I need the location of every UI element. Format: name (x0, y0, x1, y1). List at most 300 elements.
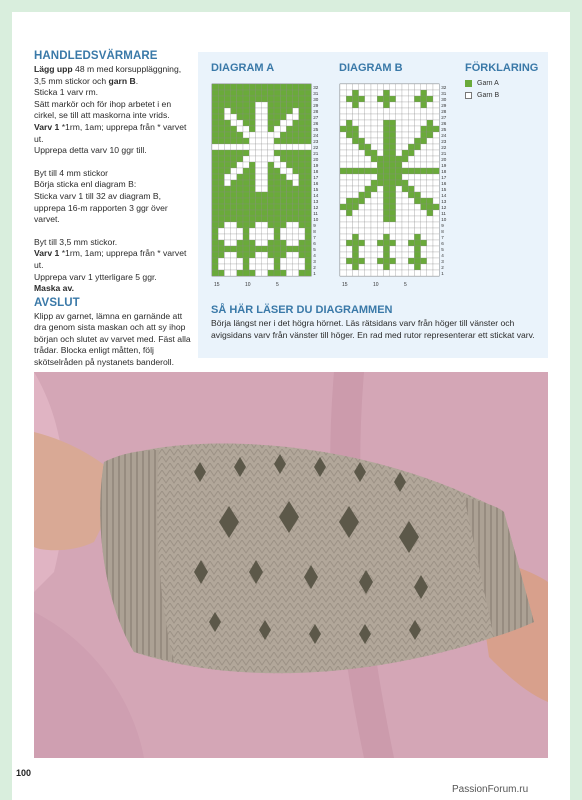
chart-cell (427, 222, 433, 228)
chart-cell (352, 96, 358, 102)
chart-cell (237, 270, 243, 276)
chart-cell (371, 168, 377, 174)
col-tick-label: 15 (214, 282, 220, 288)
chart-cell (212, 162, 218, 168)
chart-cell (243, 216, 249, 222)
swatch-white (465, 92, 472, 99)
chart-cell (359, 144, 365, 150)
chart-cell (340, 264, 346, 270)
chart-cell (414, 234, 420, 240)
chart-cell (346, 96, 352, 102)
chart-cell (243, 90, 249, 96)
chart-cell (305, 228, 311, 234)
chart-cell (377, 168, 383, 174)
chart-cell (231, 216, 237, 222)
chart-cell (402, 216, 408, 222)
chart-cell (383, 192, 389, 198)
chart-cell (293, 90, 299, 96)
chart-cell (352, 90, 358, 96)
chart-cell (231, 144, 237, 150)
chart-cell (414, 114, 420, 120)
chart-cell (293, 234, 299, 240)
chart-cell (293, 144, 299, 150)
chart-cell (212, 96, 218, 102)
chart-cell (414, 222, 420, 228)
chart-cell (243, 228, 249, 234)
chart-cell (390, 180, 396, 186)
chart-cell (402, 120, 408, 126)
chart-cell (408, 210, 414, 216)
chart-cell (346, 108, 352, 114)
chart-cell (212, 144, 218, 150)
chart-cell (365, 108, 371, 114)
chart-cell (212, 120, 218, 126)
chart-cell (237, 210, 243, 216)
chart-cell (340, 216, 346, 222)
col-tick-label: 10 (373, 282, 379, 288)
chart-cell (433, 138, 439, 144)
chart-cell (383, 108, 389, 114)
chart-cell (268, 234, 274, 240)
chart-cell (390, 138, 396, 144)
chart-cell (293, 102, 299, 108)
chart-cell (286, 246, 292, 252)
chart-cell (390, 102, 396, 108)
chart-cell (359, 162, 365, 168)
chart-cell (371, 108, 377, 114)
chart-cell (299, 228, 305, 234)
chart-cell (377, 240, 383, 246)
chart-cell (408, 204, 414, 210)
section-title-handledsvarmare: HANDLEDSVÄRMARE (34, 50, 158, 62)
chart-cell (286, 90, 292, 96)
chart-cell (255, 204, 261, 210)
chart-cell (218, 168, 224, 174)
chart-cell (390, 216, 396, 222)
chart-cell (243, 174, 249, 180)
chart-cell (359, 186, 365, 192)
chart-cell (231, 114, 237, 120)
chart-cell (249, 114, 255, 120)
chart-cell (249, 138, 255, 144)
chart-cell (433, 264, 439, 270)
chart-cell (212, 264, 218, 270)
chart-cell (274, 138, 280, 144)
legend (465, 80, 499, 104)
chart-cell (383, 252, 389, 258)
chart-cell (402, 150, 408, 156)
chart-cell (218, 246, 224, 252)
chart-cell (212, 138, 218, 144)
chart-cell (377, 246, 383, 252)
chart-cell (249, 204, 255, 210)
chart-cell (427, 258, 433, 264)
chart-cell (352, 264, 358, 270)
chart-cell (237, 204, 243, 210)
chart-cell (231, 150, 237, 156)
chart-cell (218, 144, 224, 150)
chart-cell (421, 246, 427, 252)
chart-cell (280, 210, 286, 216)
chart-cell (212, 174, 218, 180)
chart-cell (274, 264, 280, 270)
chart-cell (286, 114, 292, 120)
chart-cell (377, 114, 383, 120)
chart-cell (237, 198, 243, 204)
chart-cell (262, 186, 268, 192)
chart-cell (383, 150, 389, 156)
chart-cell (299, 120, 305, 126)
chart-cell (218, 228, 224, 234)
chart-cell (402, 264, 408, 270)
chart-cell (383, 126, 389, 132)
chart-cell (280, 186, 286, 192)
chart-cell (359, 102, 365, 108)
chart-cell (402, 138, 408, 144)
chart-cell (340, 180, 346, 186)
chart-cell (421, 264, 427, 270)
chart-cell (262, 96, 268, 102)
chart-cell (377, 252, 383, 258)
chart-cell (305, 186, 311, 192)
chart-cell (383, 264, 389, 270)
chart-cell (280, 180, 286, 186)
chart-cell (212, 150, 218, 156)
chart-cell (255, 234, 261, 240)
chart-cell (293, 156, 299, 162)
chart-cell (255, 252, 261, 258)
chart-cell (421, 258, 427, 264)
chart-cell (433, 114, 439, 120)
chart-cell (255, 198, 261, 204)
chart-cell (280, 108, 286, 114)
chart-cell (280, 252, 286, 258)
chart-cell (299, 132, 305, 138)
chart-cell (224, 180, 230, 186)
chart-cell (224, 204, 230, 210)
chart-cell (224, 84, 230, 90)
chart-cell (237, 180, 243, 186)
chart-cell (390, 114, 396, 120)
chart-cell (365, 246, 371, 252)
chart-cell (383, 138, 389, 144)
chart-cell (396, 90, 402, 96)
chart-cell (408, 126, 414, 132)
chart-cell (414, 138, 420, 144)
chart-cell (224, 150, 230, 156)
chart-cell (433, 258, 439, 264)
chart-cell (377, 84, 383, 90)
chart-cell (371, 222, 377, 228)
chart-cell (340, 198, 346, 204)
chart-cell (365, 264, 371, 270)
chart-cell (340, 240, 346, 246)
chart-cell (262, 216, 268, 222)
chart-cell (286, 216, 292, 222)
chart-cell (402, 252, 408, 258)
chart-cell (280, 102, 286, 108)
chart-cell (305, 138, 311, 144)
chart-cell (365, 90, 371, 96)
chart-cell (352, 174, 358, 180)
chart-cell (268, 156, 274, 162)
chart-cell (218, 102, 224, 108)
row-tick-label: 31 (313, 91, 319, 97)
chart-cell (274, 258, 280, 264)
chart-cell (383, 234, 389, 240)
chart-cell (377, 204, 383, 210)
legend-title: FÖRKLARING (465, 62, 539, 74)
row-tick-label: 12 (441, 205, 447, 211)
chart-cell (305, 96, 311, 102)
chart-cell (383, 84, 389, 90)
chart-cell (299, 210, 305, 216)
chart-cell (427, 186, 433, 192)
chart-cell (305, 246, 311, 252)
chart-cell (280, 240, 286, 246)
row-tick-label: 26 (441, 121, 447, 127)
chart-cell (402, 186, 408, 192)
chart-cell (359, 258, 365, 264)
chart-cell (274, 120, 280, 126)
chart-cell (224, 222, 230, 228)
chart-cell (231, 162, 237, 168)
chart-cell (237, 114, 243, 120)
chart-cell (390, 156, 396, 162)
chart-cell (427, 144, 433, 150)
chart-cell (427, 198, 433, 204)
chart-cell (359, 222, 365, 228)
chart-cell (268, 198, 274, 204)
chart-cell (383, 228, 389, 234)
chart-cell (433, 120, 439, 126)
chart-cell (365, 216, 371, 222)
chart-cell (280, 228, 286, 234)
chart-cell (249, 168, 255, 174)
chart-cell (212, 222, 218, 228)
chart-cell (274, 114, 280, 120)
chart-cell (249, 270, 255, 276)
chart-cell (433, 168, 439, 174)
chart-cell (268, 162, 274, 168)
chart-cell (383, 240, 389, 246)
chart-cell (390, 270, 396, 276)
chart-cell (274, 234, 280, 240)
chart-cell (280, 168, 286, 174)
chart-cell (305, 126, 311, 132)
chart-cell (421, 192, 427, 198)
chart-cell (237, 228, 243, 234)
chart-cell (249, 180, 255, 186)
chart-cell (299, 96, 305, 102)
chart-cell (305, 204, 311, 210)
chart-cell (231, 84, 237, 90)
row-tick-label: 31 (441, 91, 447, 97)
chart-cell (218, 138, 224, 144)
row-tick-label: 21 (441, 151, 447, 157)
instruction-text: Sticka 1 varv rm. (34, 87, 98, 98)
chart-cell (274, 162, 280, 168)
chart-cell (433, 162, 439, 168)
chart-cell (433, 210, 439, 216)
chart-cell (371, 174, 377, 180)
row-tick-label: 17 (313, 175, 319, 181)
chart-cell (365, 198, 371, 204)
chart-cell (224, 228, 230, 234)
chart-cell (414, 150, 420, 156)
chart-cell (421, 180, 427, 186)
chart-cell (293, 96, 299, 102)
chart-cell (359, 156, 365, 162)
chart-cell (390, 144, 396, 150)
chart-cell (262, 234, 268, 240)
row-tick-label: 13 (313, 199, 319, 205)
chart-cell (224, 270, 230, 276)
chart-cell (346, 126, 352, 132)
chart-cell (255, 126, 261, 132)
chart-cell (218, 234, 224, 240)
chart-cell (274, 240, 280, 246)
chart-cell (359, 96, 365, 102)
chart-cell (224, 162, 230, 168)
chart-cell (249, 144, 255, 150)
swatch-green (465, 80, 472, 87)
chart-cell (268, 180, 274, 186)
chart-cell (305, 156, 311, 162)
chart-cell (433, 126, 439, 132)
chart-cell (305, 222, 311, 228)
row-tick-label: 8 (313, 229, 316, 235)
chart-cell (255, 132, 261, 138)
chart-cell (243, 84, 249, 90)
chart-cell (299, 174, 305, 180)
chart-cell (243, 114, 249, 120)
chart-cell (427, 246, 433, 252)
chart-cell (402, 84, 408, 90)
chart-cell (433, 84, 439, 90)
row-tick-label: 18 (441, 169, 447, 175)
chart-cell (421, 204, 427, 210)
chart-cell (433, 198, 439, 204)
chart-cell (359, 264, 365, 270)
chart-cell (390, 96, 396, 102)
chart-cell (280, 198, 286, 204)
chart-cell (224, 132, 230, 138)
chart-cell (390, 234, 396, 240)
chart-cell (359, 108, 365, 114)
chart-cell (408, 156, 414, 162)
chart-cell (212, 210, 218, 216)
chart-cell (286, 252, 292, 258)
row-tick-label: 16 (441, 181, 447, 187)
chart-cell (427, 132, 433, 138)
chart-cell (212, 246, 218, 252)
chart-cell (212, 192, 218, 198)
chart-cell (274, 192, 280, 198)
chart-cell (268, 96, 274, 102)
chart-cell (371, 240, 377, 246)
chart-cell (433, 102, 439, 108)
chart-cell (218, 156, 224, 162)
chart-cell (365, 120, 371, 126)
chart-cell (359, 132, 365, 138)
chart-cell (212, 204, 218, 210)
chart-cell (299, 168, 305, 174)
chart-cell (218, 162, 224, 168)
chart-cell (371, 246, 377, 252)
chart-cell (359, 90, 365, 96)
row-tick-label: 14 (441, 193, 447, 199)
chart-cell (255, 216, 261, 222)
chart-cell (427, 162, 433, 168)
chart-cell (305, 108, 311, 114)
chart-cell (396, 252, 402, 258)
row-tick-label: 30 (441, 97, 447, 103)
chart-cell (237, 144, 243, 150)
chart-cell (359, 240, 365, 246)
chart-cell (414, 264, 420, 270)
row-tick-label: 6 (313, 241, 316, 247)
chart-cell (340, 192, 346, 198)
chart-cell (293, 168, 299, 174)
chart-cell (371, 138, 377, 144)
chart-cell (262, 138, 268, 144)
chart-cell (224, 246, 230, 252)
chart-cell (359, 198, 365, 204)
chart-cell (231, 156, 237, 162)
chart-cell (280, 96, 286, 102)
row-tick-label: 20 (313, 157, 319, 163)
chart-cell (268, 186, 274, 192)
chart-cell (427, 168, 433, 174)
chart-cell (262, 246, 268, 252)
chart-cell (346, 216, 352, 222)
chart-cell (390, 246, 396, 252)
chart-cell (299, 108, 305, 114)
chart-cell (383, 222, 389, 228)
chart-cell (299, 234, 305, 240)
chart-cell (365, 114, 371, 120)
chart-cell (396, 120, 402, 126)
chart-cell (408, 258, 414, 264)
chart-cell (224, 168, 230, 174)
chart-cell (237, 120, 243, 126)
chart-cell (255, 168, 261, 174)
chart-cell (346, 90, 352, 96)
chart-cell (237, 96, 243, 102)
chart-cell (390, 240, 396, 246)
chart-cell (421, 102, 427, 108)
chart-cell (268, 270, 274, 276)
chart-cell (377, 150, 383, 156)
chart-cell (352, 258, 358, 264)
chart-cell (383, 198, 389, 204)
chart-cell (212, 132, 218, 138)
chart-cell (262, 144, 268, 150)
chart-cell (286, 270, 292, 276)
chart-cell (402, 258, 408, 264)
chart-cell (433, 228, 439, 234)
chart-cell (224, 252, 230, 258)
chart-cell (408, 222, 414, 228)
chart-cell (402, 204, 408, 210)
row-tick-label: 15 (441, 187, 447, 193)
chart-cell (231, 186, 237, 192)
chart-cell (414, 252, 420, 258)
chart-cell (427, 174, 433, 180)
row-tick-label: 10 (441, 217, 447, 223)
row-tick-label: 23 (441, 139, 447, 145)
